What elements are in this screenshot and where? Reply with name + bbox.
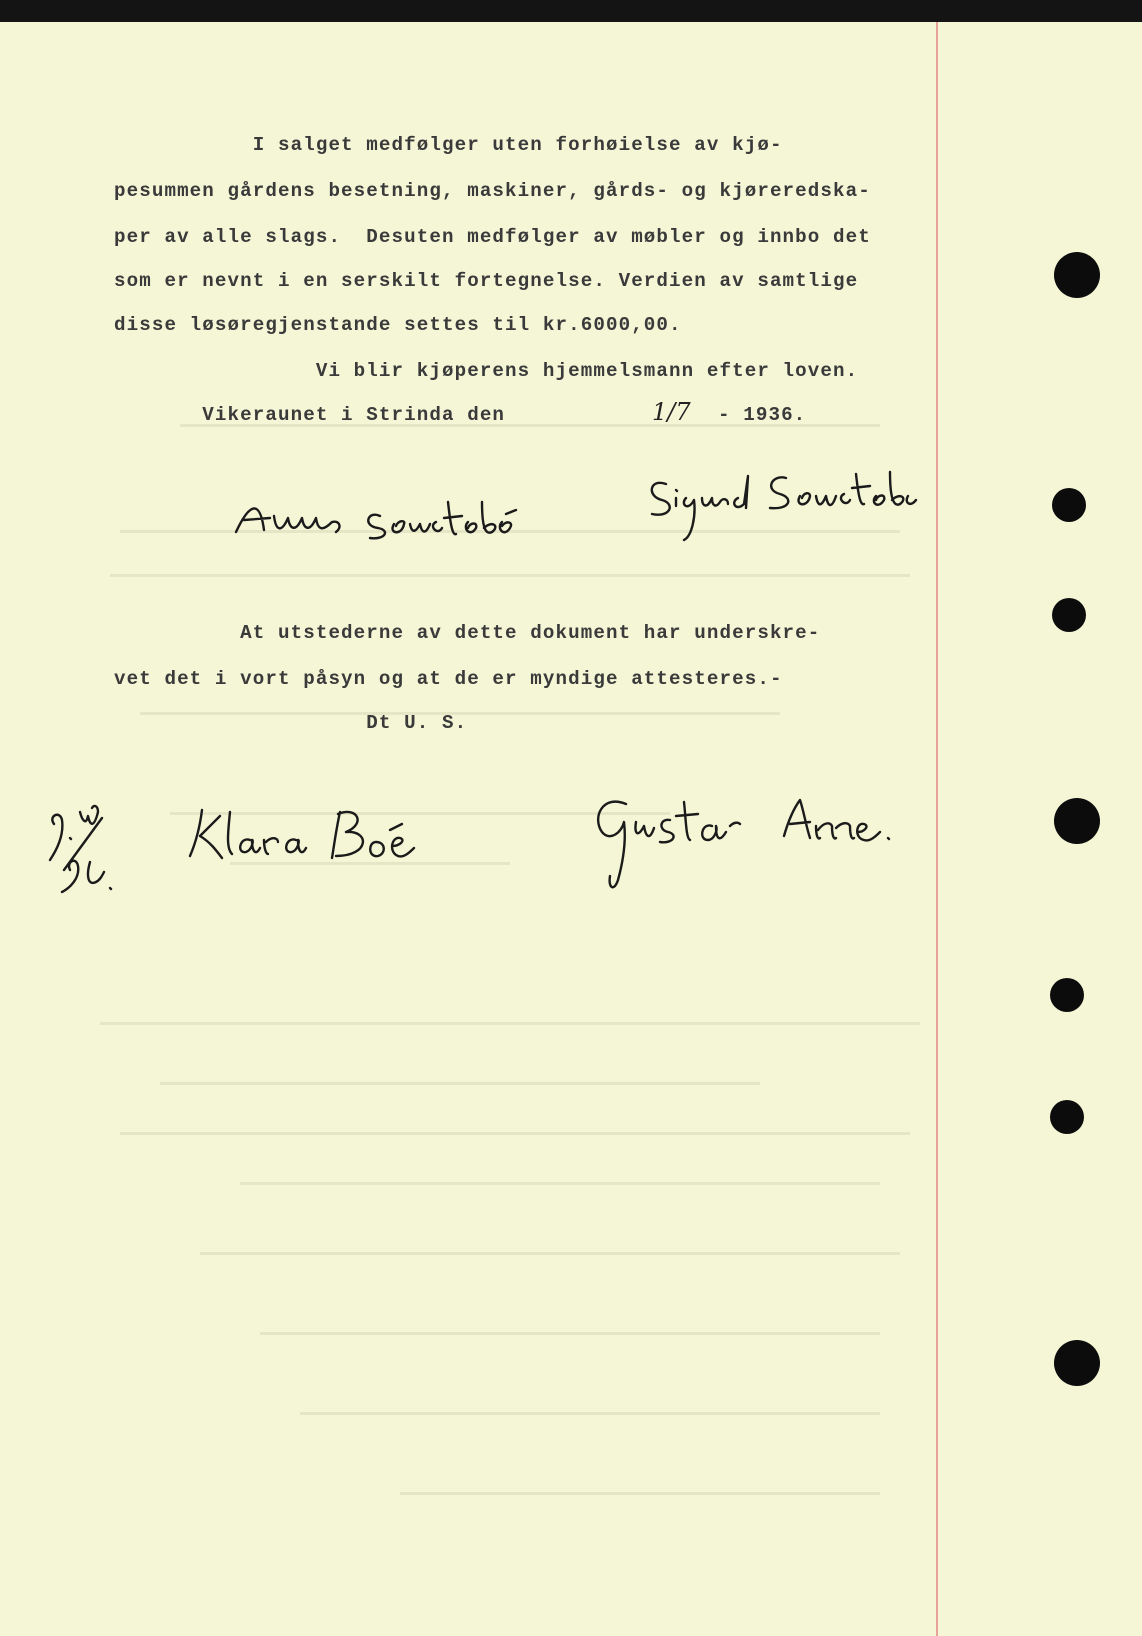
punch-hole [1050,1100,1084,1134]
text-line-2: pesummen gårdens besetning, maskiner, gårds- og kjøreredska- [114,180,871,202]
place-date-line: Vikeraunet i Strinda den [114,404,506,426]
bleed-through [160,1082,760,1085]
attest-line-1: At utstederne av dette dokument har underskre- [114,622,821,644]
bleed-through [200,1252,900,1255]
bleed-through [110,574,910,577]
bleed-through [300,1412,880,1415]
signature-sigurd-sonstebo [640,468,920,548]
punch-hole [1052,488,1086,522]
punch-hole [1052,598,1086,632]
bleed-through [260,1332,880,1335]
punch-hole [1054,798,1100,844]
attest-line-3: Dt U. S. [114,712,468,734]
document-page [0,22,1142,1636]
scan-top-border [0,0,1142,22]
bleed-through [100,1022,920,1025]
margin-note-initials [40,800,130,900]
attest-line-2: vet det i vort påsyn og at de er myndige attesteres.- [114,668,783,690]
signature-gustav-arne [588,792,918,902]
year-text: - 1936. [718,404,807,426]
text-line-5: disse løsøregjenstande settes til kr.6000,00. [114,314,682,336]
signature-klara-boe [180,802,430,872]
text-line-6: Vi blir kjøperens hjemmelsmann efter loven. [114,360,859,382]
punch-hole [1054,1340,1100,1386]
bleed-through [240,1182,880,1185]
red-margin-line [936,22,938,1636]
bleed-through [400,1492,880,1495]
punch-hole [1054,252,1100,298]
text-line-3: per av alle slags. Desuten medfølger av møbler og innbo det [114,226,871,248]
bleed-through [120,1132,910,1135]
text-line-1: I salget medfølger uten forhøielse av kjø- [114,134,783,156]
text-line-4: som er nevnt i en serskilt fortegnelse. Verdien av samtlige [114,270,859,292]
signature-arne-sonstebo [230,492,610,562]
handwritten-date: 1/7 [652,398,691,426]
punch-hole [1050,978,1084,1012]
